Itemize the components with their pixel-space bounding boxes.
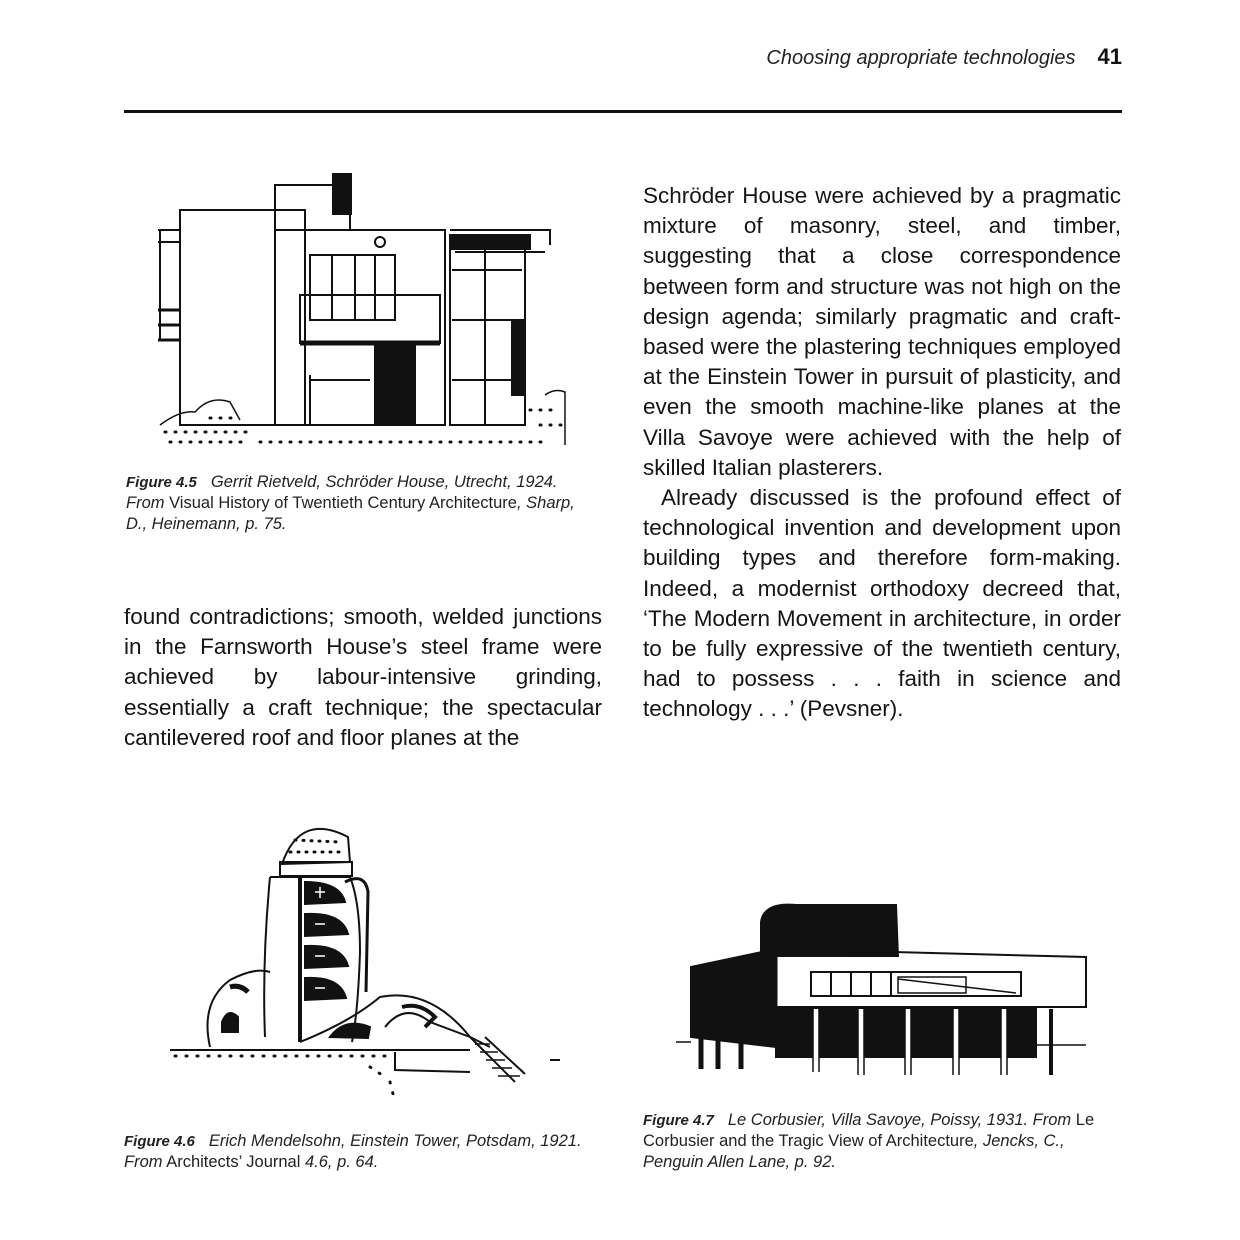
figure-label: Figure 4.7	[643, 1112, 714, 1129]
running-head	[766, 44, 1122, 70]
caption-source-detail: , Sharp, D., Heinemann, p. 75.	[126, 494, 575, 533]
figure-label: Figure 4.6	[124, 1133, 195, 1150]
header-rule	[124, 110, 1122, 113]
body-paragraph: found contradictions; smooth, welded junctions in the Farnsworth House’s steel frame were achieved by labour-intensive grinding, essentially a craft technique; the spectacular cantilevered roof and floor planes at the	[124, 604, 602, 750]
left-column-text	[124, 602, 602, 753]
caption-text: Erich Mendelsohn, Einstein Tower, Potsdam, 1921. From	[124, 1132, 582, 1171]
caption-source-title: Architects’ Journal	[166, 1153, 301, 1171]
caption-source-detail: , Jencks, C., Penguin Allen Lane, p. 92.	[643, 1132, 1065, 1171]
right-column-text	[643, 181, 1121, 725]
figure-4-5-caption	[126, 472, 586, 535]
page-number: 41	[1097, 44, 1122, 69]
einstein-tower-drawing	[170, 812, 560, 1107]
figure-4-6-caption	[124, 1131, 594, 1173]
caption-source-title: Le Corbusier and the Tragic View of Architecture	[643, 1111, 1095, 1150]
figure-4-7-caption	[643, 1110, 1103, 1173]
caption-source-detail: 4.6, p. 64.	[304, 1153, 379, 1171]
caption-text: Gerrit Rietveld, Schröder House, Utrecht, 1924. From	[126, 473, 558, 512]
figure-label: Figure 4.5	[126, 474, 197, 491]
caption-source-title: Visual History of Twentieth Century Architecture	[169, 494, 517, 512]
body-paragraph: Already discussed is the profound effect of technological invention and development upon building types and therefore form-making. Indeed, a modernist orthodoxy decreed that, ‘The Modern Movement in architecture, in order to be fully expressive of the twentieth century, had to possess . . . faith in science and technology . . .’ (Pevsner).	[643, 485, 1121, 722]
villa-savoye-drawing	[676, 897, 1088, 1087]
running-title: Choosing appropriate technologies	[766, 47, 1076, 69]
caption-text: Le Corbusier, Villa Savoye, Poissy, 1931. From	[727, 1111, 1072, 1129]
body-paragraph: Schröder House were achieved by a pragmatic mixture of masonry, steel, and timber, suggesting that a close correspondence between form and structure was not high on the design agenda; similarly pragmatic and craft-based were the plastering techniques employed at the Einstein Tower in pursuit of plasticity, and even the smooth machine-like planes at the Villa Savoye were achieved with the help of skilled Italian plasterers.	[643, 183, 1121, 480]
schroder-house-drawing	[150, 170, 570, 455]
